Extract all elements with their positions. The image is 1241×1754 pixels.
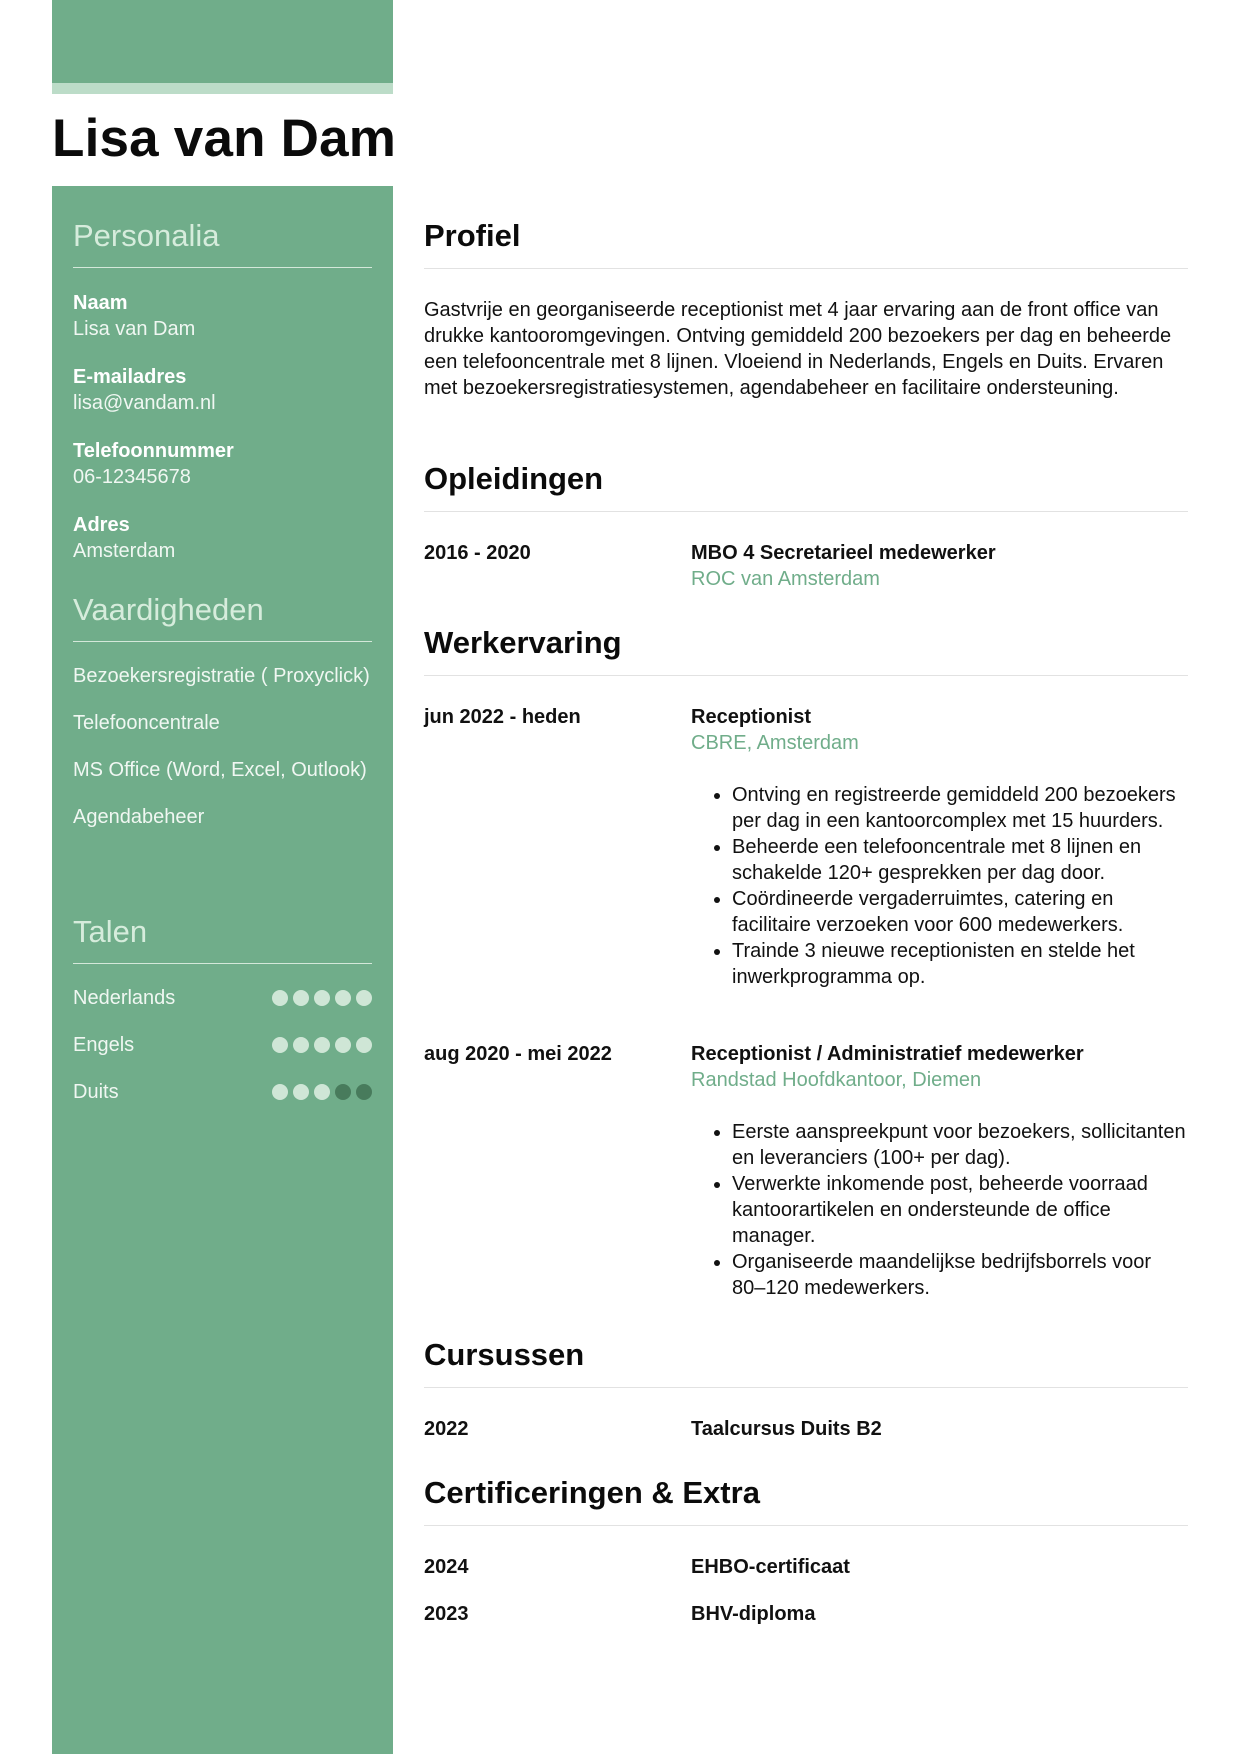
language-item xyxy=(73,1032,372,1058)
responsibility-item: • Organiseerde maandelijkse bedrijfsborrels voor 80–120 medewerkers. xyxy=(732,1249,1188,1301)
header-accent-bar xyxy=(52,0,393,83)
responsibility-list xyxy=(691,782,1188,990)
personal-value: Amsterdam xyxy=(73,540,176,562)
responsibility-item: • Ontving en registreerde gemiddeld 200 bezoekers per dag in een kantoorcomplex met 15 huurders. xyxy=(732,782,1188,834)
level-dot-filled xyxy=(314,1084,330,1100)
entry-institution: ROC van Amsterdam xyxy=(691,568,880,590)
responsibility-item: • Eerste aanspreekpunt voor bezoekers, sollicitanten en leveranciers (100+ per dag). xyxy=(732,1119,1188,1171)
responsibility-item: • Coördineerde vergaderruimtes, catering en facilitaire verzoeken voor 600 medewerkers. xyxy=(732,886,1188,938)
skill-item: Telefooncentrale xyxy=(73,712,220,734)
level-dot-filled xyxy=(272,1084,288,1100)
level-dot-filled xyxy=(314,990,330,1006)
education-heading: Opleidingen xyxy=(424,459,1188,512)
personal-item-name xyxy=(73,290,372,342)
entry-body xyxy=(691,1554,1188,1580)
personal-value: lisa@vandam.nl xyxy=(73,392,216,414)
personal-label: E-mailadres xyxy=(73,366,187,388)
responsibility-item: • Verwerkte inkomende post, beheerde voorraad kantoorartikelen en ondersteunde de office manager. xyxy=(732,1171,1188,1249)
level-dot-empty xyxy=(335,1084,351,1100)
level-dot-filled xyxy=(293,1084,309,1100)
skill-item: Bezoekersregistratie ( Proxyclick) xyxy=(73,665,370,687)
languages-section xyxy=(73,912,372,1105)
entry-body xyxy=(691,704,1188,990)
level-dot-filled xyxy=(356,1037,372,1053)
entry-title: BHV-diploma xyxy=(691,1603,816,1625)
entry-body xyxy=(691,1041,1188,1301)
profile-heading: Profiel xyxy=(424,216,1188,269)
work-heading: Werkervaring xyxy=(424,623,1188,676)
personal-label: Naam xyxy=(73,292,128,314)
responsibility-list xyxy=(691,1119,1188,1301)
entry-title: MBO 4 Secretarieel medewerker xyxy=(691,542,996,564)
personal-item-address xyxy=(73,512,372,564)
language-item xyxy=(73,1079,372,1105)
candidate-name: Lisa van Dam xyxy=(52,109,397,168)
entry-date: 2023 xyxy=(424,1603,469,1625)
skill-item: MS Office (Word, Excel, Outlook) xyxy=(73,759,367,781)
responsibility-item: • Trainde 3 nieuwe receptionisten en stelde het inwerkprogramma op. xyxy=(732,938,1188,990)
entry-body xyxy=(691,1601,1188,1627)
entry-date: aug 2020 - mei 2022 xyxy=(424,1043,612,1065)
skills-heading: Vaardigheden xyxy=(73,590,372,642)
entry-date: jun 2022 - heden xyxy=(424,706,581,728)
level-dot-filled xyxy=(356,990,372,1006)
level-dot-filled xyxy=(335,990,351,1006)
language-name: Duits xyxy=(73,1081,119,1103)
language-level-dots xyxy=(272,1037,372,1053)
entry-date: 2024 xyxy=(424,1556,469,1578)
entry-title: Receptionist xyxy=(691,706,812,728)
level-dot-filled xyxy=(272,990,288,1006)
entry-date: 2016 - 2020 xyxy=(424,542,531,564)
personal-label: Telefoonnummer xyxy=(73,440,234,462)
personal-item-email xyxy=(73,364,372,416)
level-dot-filled xyxy=(293,990,309,1006)
header-accent-stripe xyxy=(52,83,393,94)
certifications-heading: Certificeringen & Extra xyxy=(424,1473,1188,1526)
entry-employer: CBRE, Amsterdam xyxy=(691,732,859,754)
sidebar xyxy=(52,186,393,1754)
entry-body xyxy=(691,1416,1188,1442)
personal-value: 06-12345678 xyxy=(73,466,191,488)
profile-text: Gastvrije en georganiseerde receptionist met 4 jaar ervaring aan de front office van drukke kantooromgevingen. Ontving gemiddeld 200 bezoekers per dag en beheerde een telefooncentrale met 8 lijnen. Vloeiend in Nederlands, Engels en Duits. Ervaren met bezoekersregistratiesystemen, agendabeheer en facilitaire ondersteuning. xyxy=(424,299,1172,399)
skill-item: Agendabeheer xyxy=(73,806,205,828)
entry-employer: Randstad Hoofdkantoor, Diemen xyxy=(691,1069,982,1091)
personal-item-phone xyxy=(73,438,372,490)
personalia-section xyxy=(73,216,372,564)
level-dot-filled xyxy=(293,1037,309,1053)
language-level-dots xyxy=(272,990,372,1006)
entry-date: 2022 xyxy=(424,1418,469,1440)
level-dot-filled xyxy=(272,1037,288,1053)
level-dot-filled xyxy=(335,1037,351,1053)
personal-label: Adres xyxy=(73,514,130,536)
level-dot-filled xyxy=(314,1037,330,1053)
language-name: Engels xyxy=(73,1034,135,1056)
languages-heading: Talen xyxy=(73,912,372,964)
language-level-dots xyxy=(272,1084,372,1100)
skills-section xyxy=(73,590,372,830)
entry-title: Taalcursus Duits B2 xyxy=(691,1418,882,1440)
personal-value: Lisa van Dam xyxy=(73,318,196,340)
language-name: Nederlands xyxy=(73,987,176,1009)
entry-title: Receptionist / Administratief medewerker xyxy=(691,1043,1084,1065)
responsibility-item: • Beheerde een telefooncentrale met 8 lijnen en schakelde 120+ gesprekken per dag door. xyxy=(732,834,1188,886)
personalia-heading: Personalia xyxy=(73,216,372,268)
language-item xyxy=(73,985,372,1011)
entry-title: EHBO-certificaat xyxy=(691,1556,850,1578)
entry-body xyxy=(691,540,1188,592)
courses-heading: Cursussen xyxy=(424,1335,1188,1388)
level-dot-empty xyxy=(356,1084,372,1100)
